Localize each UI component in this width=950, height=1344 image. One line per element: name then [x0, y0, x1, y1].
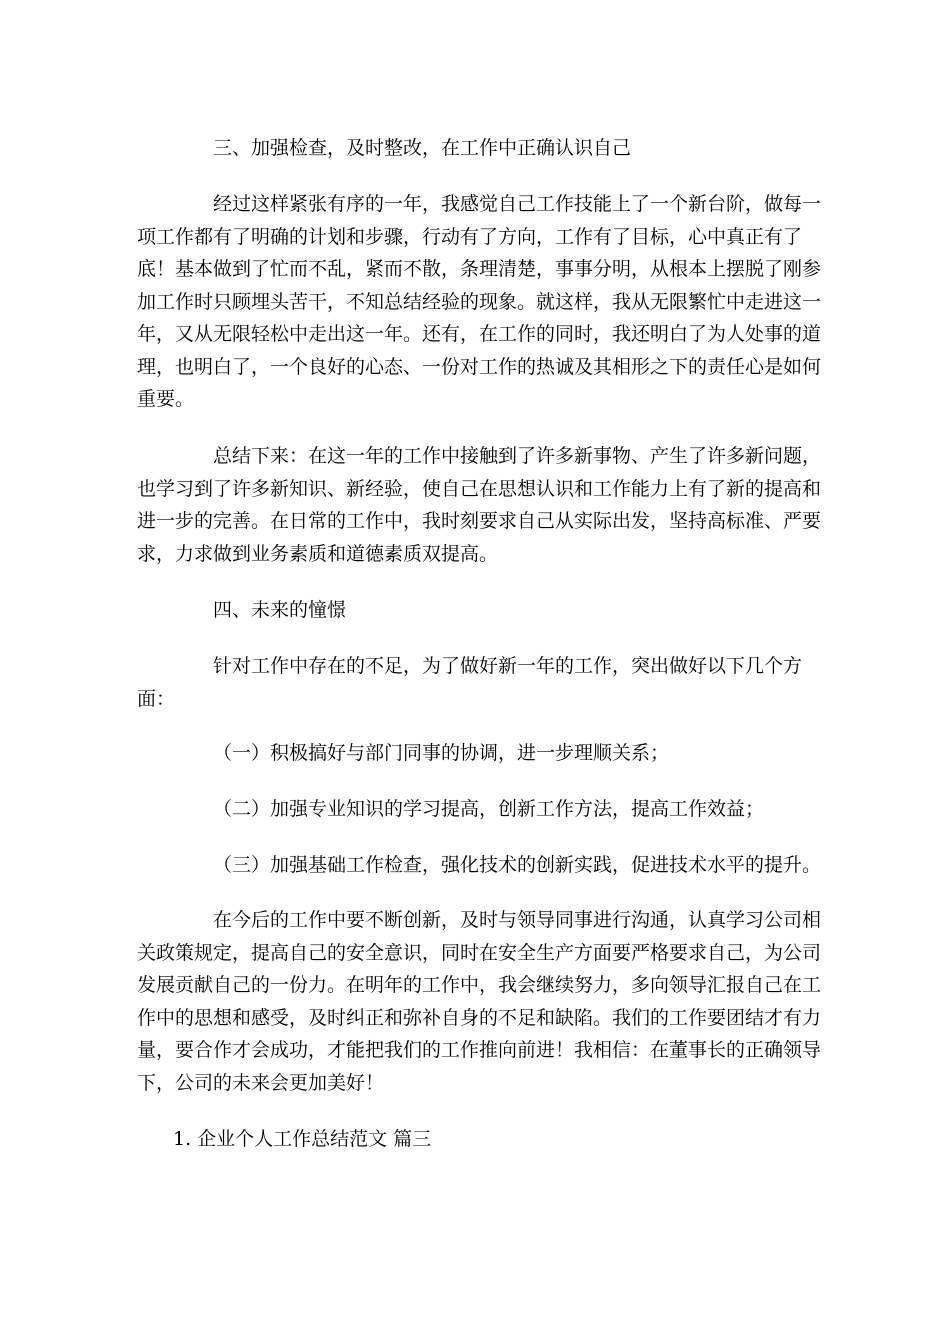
- section-title-part-3: 1. 企业个人工作总结范文 篇三: [173, 1128, 432, 1150]
- heading-section-3: 三、加强检查，及时整改，在工作中正确认识自己: [213, 137, 632, 159]
- list-item-3: （三）加强基础工作检查，强化技术的创新实践，促进技术水平的提升。: [213, 854, 822, 876]
- paragraph-intro-list: 针对工作中存在的不足，为了做好新一年的工作，突出做好以下几个方面：: [137, 655, 803, 710]
- paragraph-experience: 经过这样紧张有序的一年，我感觉自己工作技能上了一个新台阶，做每一项工作都有了明确的计划和步骤，行动有了方向，工作有了目标，心中真正有了底！基本做到了忙而不乱，紧而不散，条理清楚，事事分明，从根本上摆脱了刚参加工作时只顾埋头苦干，不知总结经验的现象。就这样，我从无限繁忙中走进这一年，又从无限轻松中走出这一年。还有，在工作的同时，我还明白了为人处事的道理，也明白了，一个良好的心态、一份对工作的热诚及其相形之下的责任心是如何重要。: [137, 193, 822, 410]
- list-item-1: （一）积极搞好与部门同事的协调，进一步理顺关系；: [213, 742, 670, 764]
- paragraph-future: 在今后的工作中要不断创新，及时与领导同事进行沟通，认真学习公司相关政策规定，提高自己的安全意识，同时在安全生产方面要严格要求自己，为公司发展贡献自己的一份力。在明年的工作中，我会继续努力，多向领导汇报自己在工作中的思想和感受，及时纠正和弥补自身的不足和缺陷。我们的工作要团结才有力量，要合作才会成功，才能把我们的工作推向前进！我相信：在董事长的正确领导下，公司的未来会更加美好！: [137, 909, 822, 1094]
- list-item-2: （二）加强专业知识的学习提高，创新工作方法，提高工作效益；: [213, 798, 765, 820]
- heading-section-4: 四、未来的憧憬: [213, 599, 347, 621]
- paragraph-summary: 总结下来：在这一年的工作中接触到了许多新事物、产生了许多新问题，也学习到了许多新知识、新经验，使自己在思想认识和工作能力上有了新的提高和进一步的完善。在日常的工作中，我时刻要求自己从实际出发，坚持高标准、严要求，力求做到业务素质和道德素质双提高。: [137, 445, 822, 565]
